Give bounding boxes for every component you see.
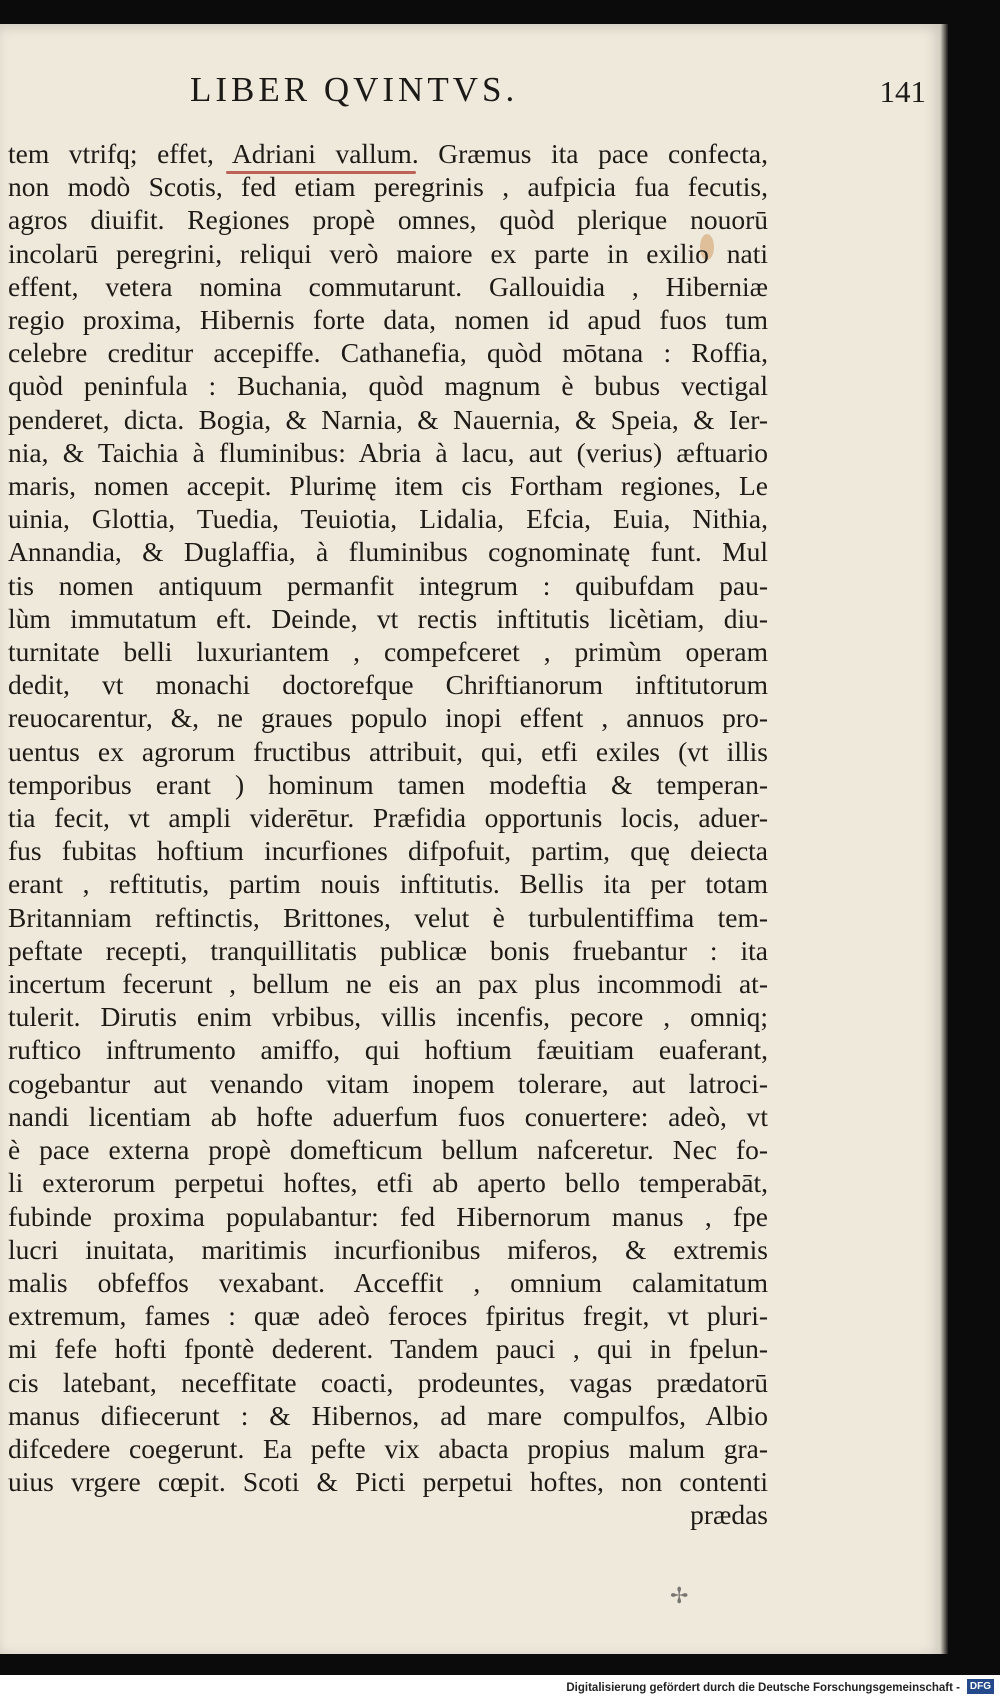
text-line: erant , reftitutis, partim nouis inftitutis. Bellis ita per totam bbox=[8, 868, 768, 900]
page-number: 141 bbox=[879, 74, 926, 109]
text-line: Annandia, & Duglaffia, à fluminibus cognominatę funt. Mul bbox=[8, 536, 768, 568]
text-line: fubinde proxima populabantur: fed Hibernorum manus , fpe bbox=[8, 1200, 768, 1232]
text-line: fus fubitas hoftium incurfiones difpofuit, partim, quę deiecta bbox=[8, 835, 768, 867]
text-line: penderet, dicta. Bogia, & Narnia, & Nauernia, & Speia, & Ier- bbox=[8, 403, 768, 435]
text-line: quòd peninfula : Buchania, quòd magnum è bubus vectigal bbox=[8, 370, 768, 402]
text-line: regio proxima, Hibernis forte data, nomen id apud fuos tum bbox=[8, 304, 768, 336]
text-line: è pace externa propè domefticum bellum nafceretur. Nec fo- bbox=[8, 1134, 768, 1166]
text-line: tis nomen antiquum permanfit integrum : quibufdam pau- bbox=[8, 569, 768, 601]
text-line: uentus ex agrorum fructibus attribuit, qui, etfi exiles (vt illis bbox=[8, 735, 768, 767]
page-header bbox=[0, 70, 940, 120]
funding-note: Digitalisierung gefördert durch die Deutsche Forschungsgemeinschaft - bbox=[566, 1682, 960, 1694]
text-line: celebre creditur accepiffe. Cathanefia, quòd mōtana : Roffia, bbox=[8, 337, 768, 369]
text-line: non modò Scotis, fed etiam peregrinis , aufpicia fua fecutis, bbox=[8, 171, 768, 203]
text-line: agros diuifit. Regiones propè omnes, quòd plerique nouorū bbox=[8, 204, 768, 236]
text-line: nandi licentiam ab hofte aduerfum fuos conuertere: adeò, vt bbox=[8, 1100, 768, 1132]
catchword: prædas bbox=[690, 1499, 768, 1531]
text-line: extremum, fames : quæ adeò feroces fpiritus fregit, vt pluri- bbox=[8, 1300, 768, 1332]
book-page bbox=[0, 24, 940, 1654]
text-line: lucri inuitata, maritimis incurfionibus miferos, & extremis bbox=[8, 1233, 768, 1265]
text-line: ruftico inftrumento amiffo, qui hoftium fæuitiam euaferant, bbox=[8, 1034, 768, 1066]
text-line: Britanniam reftinctis, Brittones, velut è turbulentiffima tem- bbox=[8, 901, 768, 933]
text-line: incolarū peregrini, reliqui verò maiore ex parte in exilio nati bbox=[8, 237, 768, 269]
text-line: dedit, vt monachi doctorefque Chriftianorum inftitutorum bbox=[8, 669, 768, 701]
text-line: temporibus erant ) hominum tamen modeftia & temperan- bbox=[8, 768, 768, 800]
text-line: lùm immutatum eft. Deinde, vt rectis inftitutis licètiam, diu- bbox=[8, 602, 768, 634]
footer-strip bbox=[0, 1675, 1000, 1697]
text-line: turnitate belli luxuriantem , compefceret , primùm operam bbox=[8, 636, 768, 668]
text-line: uinia, Glottia, Tuedia, Teuiotia, Lidalia, Efcia, Euia, Nithia, bbox=[8, 503, 768, 535]
ink-blot: ✢ bbox=[670, 1584, 689, 1609]
text-line: tem vtrifq; effet, Adriani vallum. Græmus ita pace confecta, bbox=[8, 138, 768, 169]
text-line: cogebantur aut venando vitam inopem tolerare, aut latroci- bbox=[8, 1067, 768, 1099]
text-line: malis obfeffos vexabant. Acceffit , omnium calamitatum bbox=[8, 1266, 768, 1298]
text-line: difcedere coegerunt. Ea pefte vix abacta propius malum gra- bbox=[8, 1432, 768, 1464]
dfg-logo: DFG bbox=[967, 1679, 994, 1694]
text-line: cis latebant, neceffitate coacti, prodeuntes, vagas prædatorū bbox=[8, 1366, 768, 1398]
text-line: mi fefe hofti fpontè dederent. Tandem pauci , qui in fpelun- bbox=[8, 1333, 768, 1365]
text-line: manus difiecerunt : & Hibernos, ad mare compulfos, Albio bbox=[8, 1399, 768, 1431]
body-text bbox=[8, 137, 768, 1532]
text-line: peftate recepti, tranquillitatis publicæ bonis fruebantur : ita bbox=[8, 934, 768, 966]
text-line: reuocarentur, &, ne graues populo inopi effent , annuos pro- bbox=[8, 702, 768, 734]
text-line: nia, & Taichia à fluminibus: Abria à lacu, aut (verius) æftuario bbox=[8, 436, 768, 468]
page-edge bbox=[940, 24, 948, 1654]
text-line: effent, vetera nomina commutarunt. Gallouidia , Hiberniæ bbox=[8, 270, 768, 302]
text-line: tia fecit, vt ampli viderētur. Præfidia opportunis locis, aduer- bbox=[8, 802, 768, 834]
text-line: li exterorum perpetui hoftes, etfi ab aperto bello temperabāt, bbox=[8, 1167, 768, 1199]
text-line: uius vrgere cœpit. Scoti & Picti perpetui hoftes, non contenti bbox=[8, 1466, 768, 1498]
running-title: LIBER QVINTVS. bbox=[190, 70, 519, 109]
text-line: tulerit. Dirutis enim vrbibus, villis incenfis, pecore , omniq; bbox=[8, 1001, 768, 1033]
text-line: maris, nomen accepit. Plurimę item cis Fortham regiones, Le bbox=[8, 470, 768, 502]
text-line: incertum fecerunt , bellum ne eis an pax plus incommodi at- bbox=[8, 968, 768, 1000]
